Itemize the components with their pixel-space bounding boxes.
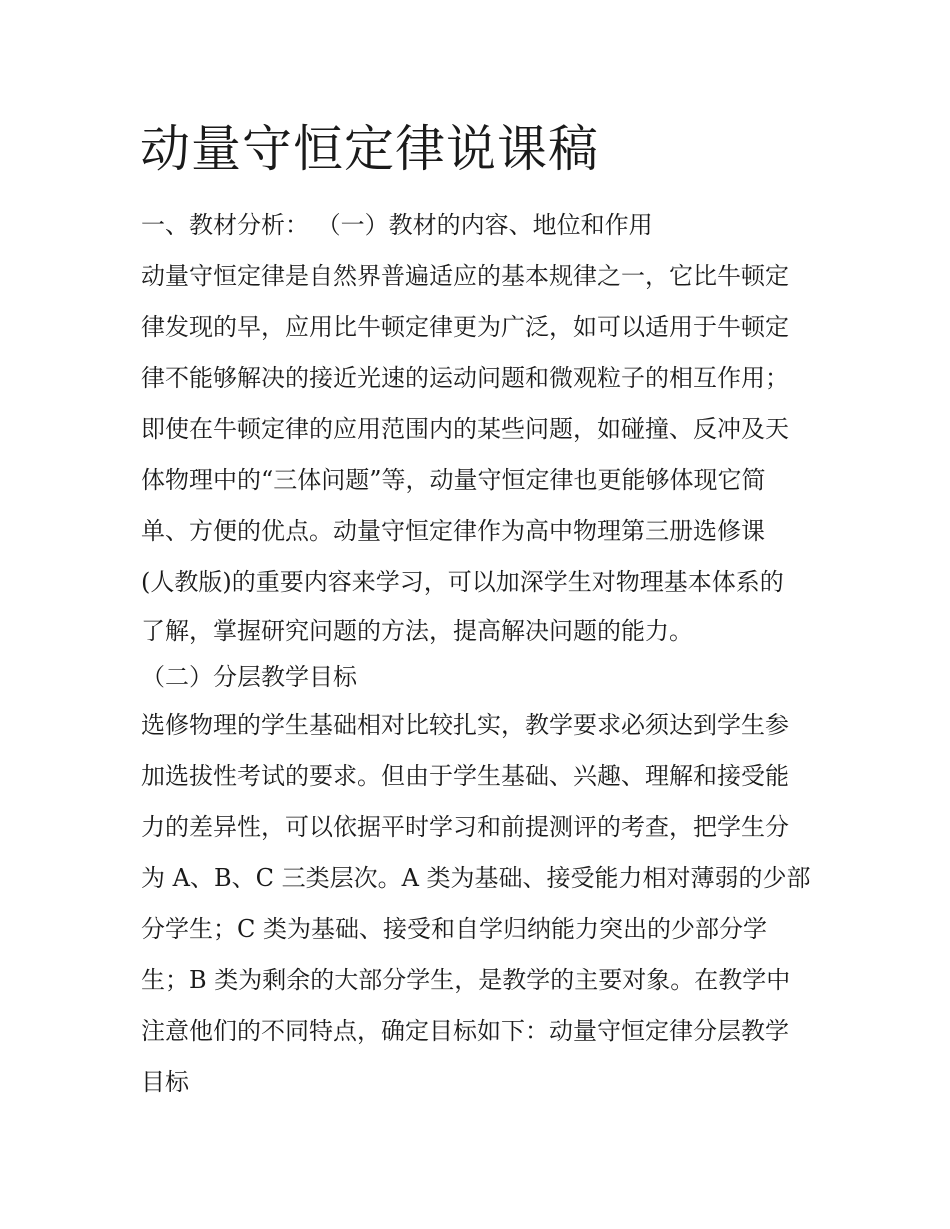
paragraph-line: (人教版)的重要内容来学习，可以加深学生对物理基本体系的 (141, 568, 784, 596)
paragraph-line: 律不能够解决的接近光速的运动问题和微观粒子的相互作用； (141, 364, 789, 392)
section-heading-textbook-analysis: 一、教材分析： （一）教材的内容、地位和作用 (141, 211, 653, 239)
paragraph-line: 体物理中的“三体问题”等，动量守恒定律也更能够体现它简 (141, 466, 766, 494)
paragraph-line: 选修物理的学生基础相对比较扎实，教学要求必须达到学生参 (141, 711, 789, 739)
paragraph-line: 注意他们的不同特点，确定目标如下：动量守恒定律分层教学 (141, 1017, 789, 1045)
paragraph-line: 了解，掌握研究问题的方法，提高解决问题的能力。 (141, 617, 693, 645)
paragraph-line: 目标 (141, 1068, 189, 1096)
document-body (141, 200, 831, 1108)
section-heading-teaching-objectives: （二）分层教学目标 (141, 663, 357, 691)
document-title: 动量守恒定律说课稿 (140, 120, 599, 178)
paragraph-line: 即使在牛顿定律的应用范围内的某些问题，如碰撞、反冲及天 (141, 415, 789, 443)
paragraph-line: 力的差异性，可以依据平时学习和前提测评的考查，把学生分 (141, 813, 789, 841)
paragraph-line: 生；B 类为剩余的大部分学生，是教学的主要对象。在教学中 (141, 966, 791, 994)
paragraph-line: 分学生；C 类为基础、接受和自学归纳能力突出的少部分学 (141, 915, 767, 943)
paragraph-line: 动量守恒定律是自然界普遍适应的基本规律之一，它比牛顿定 (141, 262, 789, 290)
paragraph-line: 为 A、B、C 三类层次。A 类为基础、接受能力相对薄弱的少部 (141, 864, 811, 892)
paragraph-line: 律发现的早，应用比牛顿定律更为广泛，如可以适用于牛顿定 (141, 313, 789, 341)
paragraph-line: 加选拔性考试的要求。但由于学生基础、兴趣、理解和接受能 (141, 762, 789, 790)
paragraph-line: 单、方便的优点。动量守恒定律作为高中物理第三册选修课 (141, 517, 765, 545)
